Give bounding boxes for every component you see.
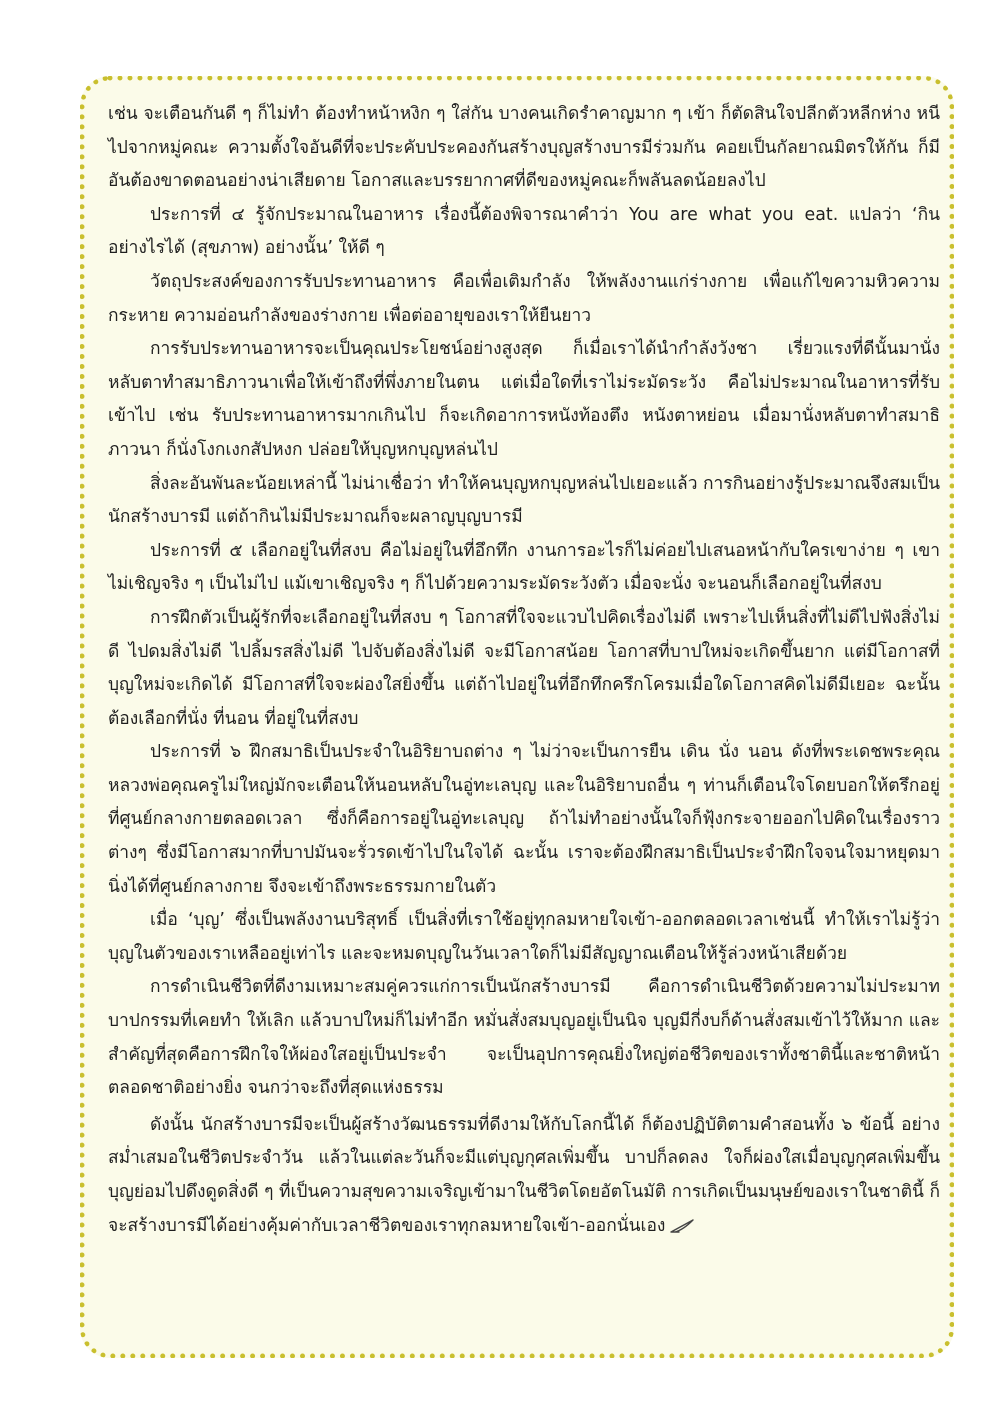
paragraph-item-6: ประการที่ ๖ ฝึกสมาธิเป็นประจำในอิริยาบถต่าง ๆ ไม่ว่าจะเป็นการยืน เดิน นั่ง นอน ดังที่พระเดชพระคุณหลวงพ่อคุณครูไม่ใหญ่มักจะเตือนให้นอนหลับในอู่ทะเลบุญ และในอิริยาบถอื่น ๆ ท่านก็เตือนใจโดยบอกให้ตรึกอยู่ที่ศูนย์กลางกายตลอดเวลา ซึ่งก็คือการอยู่ในอู่ทะเลบุญ ถ้าไม่ทำอย่างนั้นใจก็ฟุ้งกระจายออกไปคิดในเรื่องราวต่างๆ ซึ่งมีโอกาสมากที่บาปมันจะรั่วรดเข้าไปในใจได้ ฉะนั้น เราจะต้องฝึกสมาธิเป็นประจำฝึกใจจนใจมาหยุดมานิ่งได้ที่ศูนย์กลางกาย จึงจะเข้าถึงพระธรรมกายในตัว xyxy=(108,742,940,897)
paragraph-item-4: ประการที่ ๔ รู้จักประมาณในอาหาร เรื่องนี้ต้องพิจารณาคำว่า You are what you eat. แปลว่า ‘กินอย่างไรได้ (สุขภาพ) อย่างนั้น’ ให้ดี ๆ xyxy=(108,204,940,259)
paragraph: การดำเนินชีวิตที่ดีงามเหมาะสมคู่ควรแก่การเป็นนักสร้างบารมี คือการดำเนินชีวิตด้วยความไม่ประมาทบาปกรรมที่เคยทำ ให้เลิก แล้วบาปใหม่ก็ไม่ทำอีก หมั่นสั่งสมบุญอยู่เป็นนิจ บุญมีกี่งบก็ด้านสั่งสมเข้าไว้ให้มาก และสำคัญที่สุดคือการฝึกใจให้ผ่องใสอยู่เป็นประจำ จะเป็นอุปการคุณยิ่งใหญ่ต่อชีวิตของเราทั้งชาตินี้และชาติหน้า ตลอดชาติอย่างยิ่ง จนกว่าจะถึงที่สุดแห่งธรรม xyxy=(108,977,940,1099)
paragraph-item-5: ประการที่ ๕ เลือกอยู่ในที่สงบ คือไม่อยู่ในที่อึกทึก งานการอะไรก็ไม่ค่อยไปเสนอหน้ากับใครเขาง่าย ๆ เขาไม่เชิญจริง ๆ เป็นไม่ไป แม้เขาเชิญจริง ๆ ก็ไปด้วยความระมัดระวังตัว เมื่อจะนั่ง จะนอนก็เลือกอยู่ในที่สงบ xyxy=(108,540,940,595)
paragraph: การรับประทานอาหารจะเป็นคุณประโยชน์อย่างสูงสุด ก็เมื่อเราได้นำกำลังวังชา เรี่ยวแรงที่ดีนั้นมานั่งหลับตาทำสมาธิภาวนาเพื่อให้เข้าถึงที่พึ่งภายในตน แต่เมื่อใดที่เราไม่ระมัดระวัง คือไม่ประมาณในอาหารที่รับเข้าไป เช่น รับประทานอาหารมากเกินไป ก็จะเกิดอาการหนังท้องตึง หนังตาหย่อน เมื่อมานั่งหลับตาทำสมาธิภาวนา ก็นั่งโงกเงกสัปหงก ปล่อยให้บุญหกบุญหล่นไป xyxy=(108,339,940,460)
paragraph-final xyxy=(108,1109,940,1243)
quill-pen-icon xyxy=(669,1218,695,1234)
article-body xyxy=(108,98,940,1243)
paragraph: การฝึกตัวเป็นผู้รักที่จะเลือกอยู่ในที่สงบ ๆ โอกาสที่ใจจะแวบไปคิดเรื่องไม่ดี เพราะไปเห็นสิ่งที่ไม่ดีไปฟังสิ่งไม่ดี ไปดมสิ่งไม่ดี ไปลิ้มรสสิ่งไม่ดี ไปจับต้องสิ่งไม่ดี จะมีโอกาสน้อย โอกาสที่บาปใหม่จะเกิดขึ้นยาก แต่มีโอกาสที่บุญใหม่จะเกิดได้ มีโอกาสที่ใจจะผ่องใสยิ่งขึ้น แต่ถ้าไปอยู่ในที่อึกทึกครึกโครมเมื่อใดโอกาสคิดไม่ดีมีเยอะ ฉะนั้น ต้องเลือกที่นั่ง ที่นอน ที่อยู่ในที่สงบ xyxy=(108,607,940,729)
paragraph: สิ่งละอันพันละน้อยเหล่านี้ ไม่น่าเชื่อว่า ทำให้คนบุญหกบุญหล่นไปเยอะแล้ว การกินอย่างรู้ประมาณจึงสมเป็นนักสร้างบารมี แต่ถ้ากินไม่มีประมาณก็จะผลาญบุญบารมี xyxy=(108,473,940,528)
paragraph: วัตถุประสงค์ของการรับประทานอาหาร คือเพื่อเติมกำลัง ให้พลังงานแก่ร่างกาย เพื่อแก้ไขความหิวความกระหาย ความอ่อนกำลังของร่างกาย เพื่อต่ออายุของเราให้ยืนยาว xyxy=(108,271,940,326)
final-paragraph-text: ดังนั้น นักสร้างบารมีจะเป็นผู้สร้างวัฒนธรรมที่ดีงามให้กับโลกนี้ได้ ก็ต้องปฏิบัติตามคำสอนทั้ง ๖ ข้อนี้ อย่างสม่ำเสมอในชีวิตประจำวัน แล้วในแต่ละวันก็จะมีแต่บุญกุศลเพิ่มขึ้น บาปก็ลดลง ใจก็ผ่องใสเมื่อบุญกุศลเพิ่มขึ้น บุญย่อมไปดึงดูดสิ่งดี ๆ ที่เป็นความสุขความเจริญเข้ามาในชีวิตโดยอัตโนมัติ การเกิดเป็นมนุษย์ของเราในชาตินี้ ก็จะสร้างบารมีได้อย่างคุ้มค่ากับเวลาชีวิตของเราทุกลมหายใจเข้า-ออกนั่นเอง xyxy=(108,1114,940,1236)
paragraph-continued: เช่น จะเตือนกันดี ๆ ก็ไม่ทำ ต้องทำหน้าหงิก ๆ ใส่กัน บางคนเกิดรำคาญมาก ๆ เข้า ก็ตัดสินใจปลีกตัวหลีกห่าง หนีไปจากหมู่คณะ ความตั้งใจอันดีที่จะประคับประคองกันสร้างบุญสร้างบารมีร่วมกัน คอยเป็นกัลยาณมิตรให้กัน ก็มีอันต้องขาดตอนอย่างน่าเสียดาย โอกาสและบรรยากาศที่ดีของหมู่คณะก็พลันลดน้อยลงไป xyxy=(108,104,940,192)
paragraph: เมื่อ ‘บุญ’ ซึ่งเป็นพลังงานบริสุทธิ์ เป็นสิ่งที่เราใช้อยู่ทุกลมหายใจเข้า-ออกตลอดเวลาเช่นนี้ ทำให้เราไม่รู้ว่า บุญในตัวของเราเหลืออยู่เท่าไร และจะหมดบุญในวันเวลาใดก็ไม่มีสัญญาณเตือนให้รู้ล่วงหน้าเสียด้วย xyxy=(108,910,940,964)
